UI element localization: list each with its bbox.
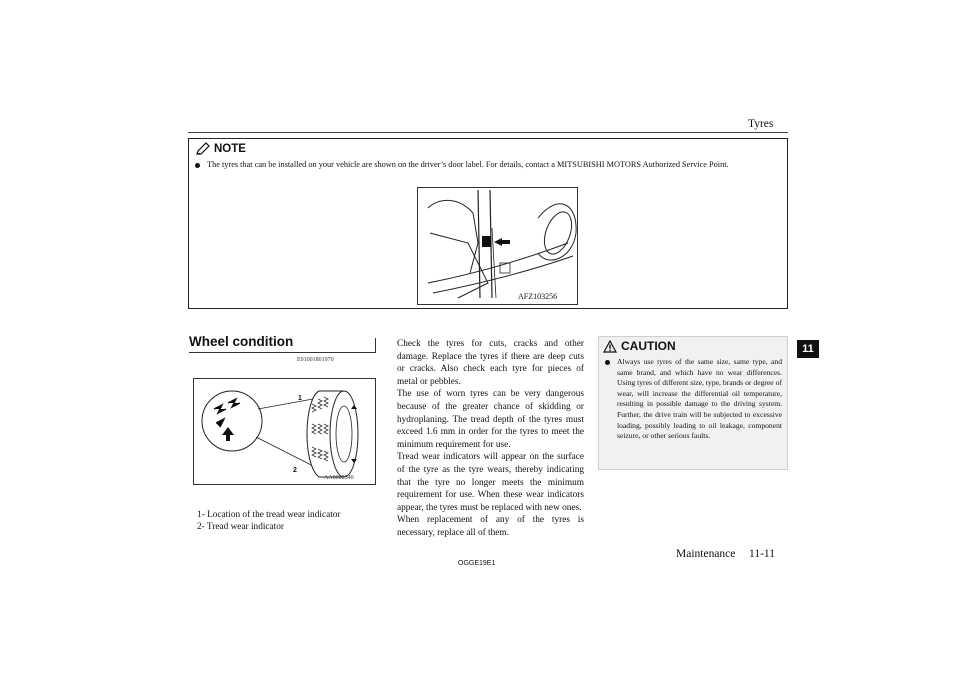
bullet-icon (605, 360, 610, 365)
note-label: NOTE (214, 143, 246, 155)
header-rule (188, 132, 788, 133)
paragraph: Check the tyres for cuts, cracks and other damage. Replace the tyres if there are deep cuts or cracks. Also check each tyre for pieces of metal or pebbles. (397, 339, 584, 387)
section-rule (189, 352, 376, 353)
paragraph: The use of worn tyres can be very dangerous because of the greater chance of skidding or hydroplaning. The tread depth of the tyres must exceed 1.6 mm in order for the tyres to meet the minimum requirement for use. (397, 389, 584, 450)
section-code: E01001801970 (297, 357, 334, 363)
callout-2: 2 (293, 467, 297, 474)
figure-code: AFZ103256 (518, 292, 558, 301)
note-pencil-icon (195, 142, 211, 156)
legend-item: 1- Location of the tread wear indicator (197, 510, 341, 520)
body-text (397, 338, 584, 540)
bullet-icon (195, 163, 200, 168)
note-item (195, 160, 785, 169)
chapter-tab: 11 (797, 340, 819, 358)
footer-doc-code: OGGE19E1 (458, 560, 496, 567)
figure-code: AA0002540 (324, 475, 354, 481)
footer-section: Maintenance (676, 548, 736, 560)
callout-1: 1 (298, 395, 302, 402)
caution-item (605, 357, 783, 442)
figure-legend (197, 509, 375, 533)
caution-heading (603, 339, 676, 353)
door-pillar-illustration (418, 188, 577, 304)
section-rule-vertical (375, 338, 376, 353)
caution-label: CAUTION (621, 339, 676, 353)
tread-wear-figure (193, 378, 376, 485)
note-text: The tyres that can be installed on your vehicle are shown on the driver’s door label. For details, contact a MITSUBISHI MOTORS Authorized Service Point. (207, 160, 729, 169)
legend-item: 2- Tread wear indicator (197, 522, 285, 532)
tyre-illustration (194, 379, 375, 484)
caution-text: Always use tyres of the same size, same type, and same brand, and which have no wear differences. Using tyres of different size, type, brands or degree of wear, will increase the differential oil temperature, resulting in possible damage to the driving system. Further, the drive train will be subjected to excessive loading, possibly leading to oil leakage, component seizure, or other serious faults. (617, 357, 782, 441)
page-number: 11-11 (749, 548, 775, 560)
warning-triangle-icon (603, 340, 617, 353)
door-label-figure (417, 187, 578, 305)
running-header-title: Tyres (748, 118, 774, 130)
note-heading (195, 141, 246, 157)
section-title: Wheel condition (189, 334, 294, 349)
paragraph: When replacement of any of the tyres is necessary, replace all of them. (397, 515, 584, 538)
paragraph: Tread wear indicators will appear on the surface of the tyre as the tyre wears, thereby indicating that the tyre no longer meets the minimum requirement for use. When these wear indicators appear, the tyres must be replaced with new ones. (397, 452, 584, 513)
